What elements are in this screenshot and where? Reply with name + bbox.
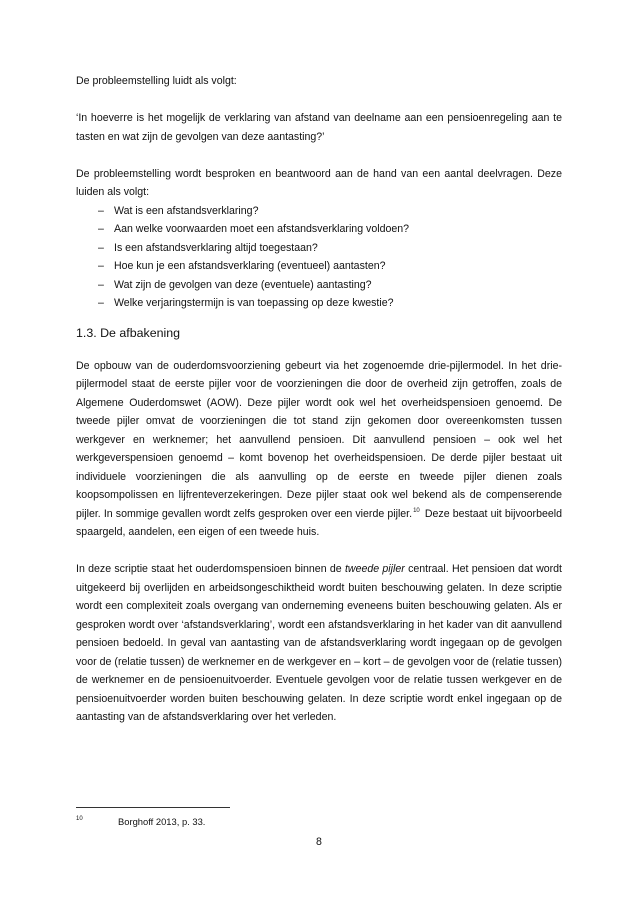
- dash-bullet: –: [98, 260, 104, 272]
- dash-bullet: –: [98, 223, 104, 235]
- dash-bullet: –: [98, 278, 104, 291]
- list-item: – Aan welke voorwaarden moet een afstandsverklaring voldoen?: [98, 220, 562, 239]
- page-number: 8: [316, 836, 322, 848]
- list-item: – Welke verjaringstermijn is van toepassing op deze kwestie?: [98, 294, 562, 313]
- footnote-reference[interactable]: 10: [413, 507, 420, 514]
- dash-bullet: –: [98, 241, 104, 254]
- section-paragraph-scope: In deze scriptie staat het ouderdomspensioen binnen de tweede pijler centraal. Het pensioen dat wordt uitgekeerd bij overlijden en arbeidsongeschiktheid wordt buiten beschouwing gelaten. In deze scriptie wordt een complexiteit zoals overgang van onderneming eveneens buiten beschouwing gelaten. Als er gesproken wordt over ‘afstandsverklaring’, wordt een afstandsverklaring in het kader van dit aanvullend pensioen bedoeld. In geval van aantasting van de afstandsverklaring wordt ingegaan op de gevolgen voor de (relatie tussen) de werknemer en de werkgever en – kort – de gevolgen voor de (relatie tussen) de werknemer en de pensioenuitvoerder. Eventuele gevolgen voor de relatie tussen werkgever en de pensioenuitvoerder worden buiten beschouwing gelaten. In deze scriptie wordt enkel ingegaan op de aantasting van de afstandsverklaring over het verleden.: [76, 563, 562, 723]
- emphasis-term: tweede pijler: [344, 563, 405, 575]
- dash-bullet: –: [98, 204, 104, 217]
- section-paragraph-pillars: De opbouw van de ouderdomsvoorziening gebeurt via het zogenoemde drie-pijlermodel. In het drie-pijlermodel staat de eerste pijler voor de voorzieningen die door de overheid zijn getroffen, zoals de Algemene Ouderdomswet (AOW). Deze pijler wordt ook wel het overheidspensioen genoemd. De tweede pijler omvat de voorzieningen die tot stand zijn gekomen door overeenkomsten tussen werkgever en werknemer; het aanvullend pensioen. Dit aanvullend pensioen – ook wel het werkgeverspensioen genoemd – komt bovenop het overheidspensioen. De derde pijler bestaat uit individuele voorzieningen die als aanvulling op de eerste en tweede pijler dienen zoals koopsompolissen en lijfrenteverzekeringen. Deze pijler staat ook wel bekend als de compenserende pijler. In sommige gevallen wordt zelfs gesproken over een vierde pijler.$^{10}$ Deze bestaat uit bijvoorbeeld spaargeld, aandelen, een eigen of een tweede huis.: [76, 359, 562, 538]
- list-item: – Wat is een afstandsverklaring?: [98, 202, 562, 221]
- footnote-divider: [76, 807, 230, 808]
- subquestions-list: [76, 202, 562, 313]
- problem-statement-question: ‘In hoeverre is het mogelijk de verklaring van afstand van deelname aan een pensioenregeling aan te tasten en wat zijn de gevolgen van deze aantasting?’: [76, 112, 562, 143]
- problem-statement-lead: De probleemstelling luidt als volgt:: [76, 75, 237, 87]
- section-heading: 1.3. De afbakening: [76, 325, 181, 340]
- page-body: [76, 72, 562, 727]
- list-item: – Wat zijn de gevolgen van deze (eventuele) aantasting?: [98, 276, 562, 295]
- list-item: – Is een afstandsverklaring altijd toegestaan?: [98, 239, 562, 258]
- dash-bullet: –: [98, 297, 104, 309]
- footnote-text: Borghoff 2013, p. 33.: [118, 816, 206, 827]
- list-item: – Hoe kun je een afstandsverklaring (eventueel) aantasten?: [98, 257, 562, 276]
- footnote-number: 10: [76, 816, 83, 822]
- subquestions-intro: De probleemstelling wordt besproken en beantwoord aan de hand van een aantal deelvragen. Deze luiden als volgt:: [76, 167, 562, 198]
